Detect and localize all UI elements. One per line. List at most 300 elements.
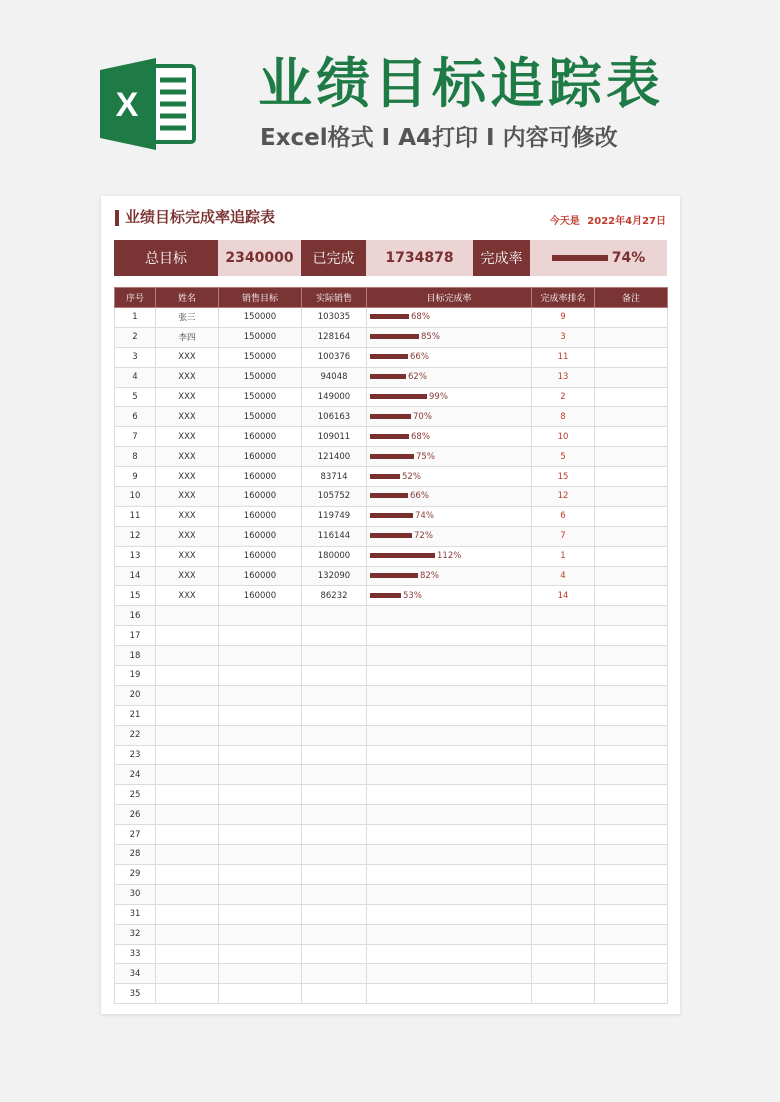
cell-note[interactable] bbox=[595, 566, 668, 586]
table-header-row bbox=[115, 288, 668, 308]
table-row bbox=[115, 805, 668, 825]
cell-rank[interactable] bbox=[532, 984, 595, 1004]
total-target-value[interactable]: 2340000 bbox=[218, 240, 301, 276]
cell-rate[interactable] bbox=[367, 725, 532, 745]
cell-rank[interactable] bbox=[532, 904, 595, 924]
cell-no[interactable]: 3 bbox=[115, 347, 156, 367]
cell-note[interactable] bbox=[595, 944, 668, 964]
cell-no[interactable]: 18 bbox=[115, 646, 156, 666]
cell-note[interactable] bbox=[595, 765, 668, 785]
cell-actual[interactable]: 121400 bbox=[302, 447, 367, 467]
cell-target[interactable]: 160000 bbox=[219, 487, 302, 507]
cell-target[interactable]: 160000 bbox=[219, 566, 302, 586]
cell-actual[interactable] bbox=[302, 646, 367, 666]
cell-rank[interactable]: 7 bbox=[532, 526, 595, 546]
cell-actual[interactable] bbox=[302, 745, 367, 765]
rate-bar bbox=[370, 374, 406, 379]
cell-note[interactable] bbox=[595, 805, 668, 825]
cell-rate[interactable] bbox=[367, 805, 532, 825]
cell-name[interactable]: XXX bbox=[156, 506, 219, 526]
cell-target[interactable] bbox=[219, 964, 302, 984]
cell-note[interactable] bbox=[595, 367, 668, 387]
table-row bbox=[115, 765, 668, 785]
logo-letter: X bbox=[115, 86, 139, 124]
cell-no[interactable]: 11 bbox=[115, 506, 156, 526]
cell-actual[interactable] bbox=[302, 944, 367, 964]
total-target-label: 总目标 bbox=[114, 240, 218, 276]
cell-no[interactable]: 20 bbox=[115, 685, 156, 705]
cell-name[interactable] bbox=[156, 765, 219, 785]
cell-no[interactable]: 23 bbox=[115, 745, 156, 765]
cell-name[interactable] bbox=[156, 864, 219, 884]
cell-rank[interactable]: 9 bbox=[532, 308, 595, 328]
cell-rate[interactable] bbox=[367, 884, 532, 904]
cell-name[interactable]: XXX bbox=[156, 347, 219, 367]
cell-name[interactable] bbox=[156, 964, 219, 984]
cell-rate[interactable] bbox=[367, 566, 532, 586]
cell-rate[interactable] bbox=[367, 685, 532, 705]
cell-target[interactable]: 160000 bbox=[219, 546, 302, 566]
rate-text: 85% bbox=[421, 332, 440, 343]
cell-rate[interactable] bbox=[367, 308, 532, 328]
cell-rate[interactable] bbox=[367, 387, 532, 407]
date-row bbox=[546, 212, 666, 227]
cell-target[interactable]: 160000 bbox=[219, 467, 302, 487]
cell-target[interactable]: 150000 bbox=[219, 327, 302, 347]
cell-name[interactable] bbox=[156, 745, 219, 765]
cell-note[interactable] bbox=[595, 884, 668, 904]
rate-text: 68% bbox=[411, 312, 430, 323]
cell-note[interactable] bbox=[595, 586, 668, 606]
cell-actual[interactable] bbox=[302, 904, 367, 924]
cell-name[interactable] bbox=[156, 666, 219, 686]
cell-no[interactable]: 31 bbox=[115, 904, 156, 924]
cell-no[interactable]: 15 bbox=[115, 586, 156, 606]
cell-rank[interactable]: 4 bbox=[532, 566, 595, 586]
cell-name[interactable] bbox=[156, 944, 219, 964]
cell-rate[interactable] bbox=[367, 825, 532, 845]
cell-target[interactable]: 150000 bbox=[219, 387, 302, 407]
cell-target[interactable] bbox=[219, 765, 302, 785]
cell-no[interactable]: 24 bbox=[115, 765, 156, 785]
cell-rate[interactable] bbox=[367, 785, 532, 805]
cell-no[interactable]: 8 bbox=[115, 447, 156, 467]
cell-no[interactable]: 10 bbox=[115, 487, 156, 507]
cell-rate[interactable] bbox=[367, 506, 532, 526]
cell-target[interactable] bbox=[219, 825, 302, 845]
cell-note[interactable] bbox=[595, 745, 668, 765]
cell-target[interactable] bbox=[219, 805, 302, 825]
cell-note[interactable] bbox=[595, 646, 668, 666]
cell-target[interactable]: 160000 bbox=[219, 586, 302, 606]
cell-name[interactable]: XXX bbox=[156, 487, 219, 507]
cell-target[interactable] bbox=[219, 845, 302, 865]
cell-note[interactable] bbox=[595, 785, 668, 805]
cell-name[interactable] bbox=[156, 904, 219, 924]
cell-rank[interactable] bbox=[532, 825, 595, 845]
cell-no[interactable]: 9 bbox=[115, 467, 156, 487]
table-row bbox=[115, 327, 668, 347]
cell-no[interactable]: 12 bbox=[115, 526, 156, 546]
cell-name[interactable]: 李四 bbox=[156, 327, 219, 347]
cell-actual[interactable] bbox=[302, 984, 367, 1004]
cell-rank[interactable]: 1 bbox=[532, 546, 595, 566]
cell-rank[interactable] bbox=[532, 745, 595, 765]
cell-no[interactable]: 25 bbox=[115, 785, 156, 805]
cell-no[interactable]: 2 bbox=[115, 327, 156, 347]
cell-actual[interactable] bbox=[302, 606, 367, 626]
cell-actual[interactable] bbox=[302, 884, 367, 904]
cell-actual[interactable]: 83714 bbox=[302, 467, 367, 487]
cell-name[interactable]: XXX bbox=[156, 526, 219, 546]
cell-note[interactable] bbox=[595, 606, 668, 626]
cell-name[interactable]: XXX bbox=[156, 367, 219, 387]
cell-name[interactable] bbox=[156, 606, 219, 626]
cell-no[interactable]: 14 bbox=[115, 566, 156, 586]
cell-rate[interactable] bbox=[367, 745, 532, 765]
cell-rank[interactable]: 8 bbox=[532, 407, 595, 427]
rate-text: 112% bbox=[437, 551, 462, 562]
cell-note[interactable] bbox=[595, 864, 668, 884]
cell-rate[interactable] bbox=[367, 705, 532, 725]
cell-note[interactable] bbox=[595, 506, 668, 526]
cell-note[interactable] bbox=[595, 526, 668, 546]
cell-target[interactable]: 150000 bbox=[219, 308, 302, 328]
rate-text: 82% bbox=[420, 571, 439, 582]
completion-rate-cell[interactable] bbox=[530, 240, 667, 276]
cell-actual[interactable] bbox=[302, 785, 367, 805]
cell-no[interactable]: 27 bbox=[115, 825, 156, 845]
cell-actual[interactable]: 105752 bbox=[302, 487, 367, 507]
rate-bar bbox=[370, 593, 401, 598]
cell-no[interactable]: 13 bbox=[115, 546, 156, 566]
header-rank: 完成率排名 bbox=[532, 288, 595, 308]
cell-note[interactable] bbox=[595, 904, 668, 924]
cell-rank[interactable]: 3 bbox=[532, 327, 595, 347]
cell-actual[interactable] bbox=[302, 964, 367, 984]
cell-rate[interactable] bbox=[367, 964, 532, 984]
cell-name[interactable] bbox=[156, 845, 219, 865]
cell-actual[interactable]: 94048 bbox=[302, 367, 367, 387]
cell-no[interactable]: 29 bbox=[115, 864, 156, 884]
completed-label: 已完成 bbox=[301, 240, 366, 276]
cell-note[interactable] bbox=[595, 964, 668, 984]
cell-rate[interactable] bbox=[367, 367, 532, 387]
completion-rate-value: 74% bbox=[611, 250, 646, 266]
table-row bbox=[115, 646, 668, 666]
cell-rank[interactable]: 5 bbox=[532, 447, 595, 467]
cell-actual[interactable] bbox=[302, 924, 367, 944]
cell-actual[interactable]: 149000 bbox=[302, 387, 367, 407]
rate-text: 72% bbox=[414, 531, 433, 542]
cell-target[interactable] bbox=[219, 924, 302, 944]
cell-note[interactable] bbox=[595, 685, 668, 705]
cell-target[interactable] bbox=[219, 606, 302, 626]
cell-no[interactable]: 22 bbox=[115, 725, 156, 745]
cell-rate[interactable] bbox=[367, 765, 532, 785]
cell-rank[interactable] bbox=[532, 944, 595, 964]
cell-actual[interactable]: 116144 bbox=[302, 526, 367, 546]
cell-target[interactable] bbox=[219, 864, 302, 884]
cell-target[interactable] bbox=[219, 685, 302, 705]
table-row bbox=[115, 705, 668, 725]
cell-note[interactable] bbox=[595, 308, 668, 328]
cell-rate[interactable] bbox=[367, 864, 532, 884]
cell-no[interactable]: 16 bbox=[115, 606, 156, 626]
cell-note[interactable] bbox=[595, 725, 668, 745]
table-row bbox=[115, 984, 668, 1004]
cell-actual[interactable] bbox=[302, 765, 367, 785]
cell-rank[interactable]: 14 bbox=[532, 586, 595, 606]
cell-rank[interactable] bbox=[532, 884, 595, 904]
cell-actual[interactable]: 128164 bbox=[302, 327, 367, 347]
table-row bbox=[115, 308, 668, 328]
cell-rate[interactable] bbox=[367, 487, 532, 507]
cell-rank[interactable] bbox=[532, 964, 595, 984]
cell-rank[interactable] bbox=[532, 666, 595, 686]
table-row bbox=[115, 924, 668, 944]
cell-no[interactable]: 1 bbox=[115, 308, 156, 328]
cell-target[interactable]: 160000 bbox=[219, 447, 302, 467]
cell-actual[interactable]: 132090 bbox=[302, 566, 367, 586]
cell-note[interactable] bbox=[595, 626, 668, 646]
cell-no[interactable]: 30 bbox=[115, 884, 156, 904]
cell-rank[interactable] bbox=[532, 765, 595, 785]
rate-bar bbox=[370, 474, 400, 479]
rate-text: 66% bbox=[410, 491, 429, 502]
cell-target[interactable] bbox=[219, 725, 302, 745]
cell-rate[interactable] bbox=[367, 407, 532, 427]
cell-actual[interactable] bbox=[302, 825, 367, 845]
cell-rate[interactable] bbox=[367, 646, 532, 666]
table-row bbox=[115, 904, 668, 924]
cell-rank[interactable] bbox=[532, 646, 595, 666]
rate-text: 70% bbox=[413, 411, 432, 422]
cell-note[interactable] bbox=[595, 705, 668, 725]
cell-rank[interactable] bbox=[532, 626, 595, 646]
table-row bbox=[115, 566, 668, 586]
completed-value[interactable]: 1734878 bbox=[366, 240, 473, 276]
cell-note[interactable] bbox=[595, 347, 668, 367]
cell-rate[interactable] bbox=[367, 944, 532, 964]
cell-no[interactable]: 5 bbox=[115, 387, 156, 407]
cell-note[interactable] bbox=[595, 825, 668, 845]
cell-note[interactable] bbox=[595, 447, 668, 467]
cell-note[interactable] bbox=[595, 924, 668, 944]
cell-name[interactable]: XXX bbox=[156, 546, 219, 566]
cell-note[interactable] bbox=[595, 427, 668, 447]
cell-note[interactable] bbox=[595, 666, 668, 686]
table-row bbox=[115, 685, 668, 705]
cell-note[interactable] bbox=[595, 546, 668, 566]
cell-note[interactable] bbox=[595, 487, 668, 507]
cell-rank[interactable] bbox=[532, 685, 595, 705]
cell-target[interactable]: 150000 bbox=[219, 367, 302, 387]
cell-note[interactable] bbox=[595, 407, 668, 427]
cell-name[interactable] bbox=[156, 725, 219, 745]
cell-actual[interactable]: 86232 bbox=[302, 586, 367, 606]
cell-rank[interactable] bbox=[532, 864, 595, 884]
cell-target[interactable]: 150000 bbox=[219, 407, 302, 427]
rate-text: 52% bbox=[402, 471, 421, 482]
cell-no[interactable]: 33 bbox=[115, 944, 156, 964]
cell-name[interactable] bbox=[156, 705, 219, 725]
cell-target[interactable] bbox=[219, 984, 302, 1004]
cell-rate[interactable] bbox=[367, 845, 532, 865]
cell-rate[interactable] bbox=[367, 666, 532, 686]
cell-name[interactable] bbox=[156, 626, 219, 646]
cell-actual[interactable]: 103035 bbox=[302, 308, 367, 328]
cell-no[interactable]: 35 bbox=[115, 984, 156, 1004]
cell-target[interactable] bbox=[219, 626, 302, 646]
cell-actual[interactable] bbox=[302, 805, 367, 825]
cell-name[interactable] bbox=[156, 924, 219, 944]
cell-actual[interactable]: 109011 bbox=[302, 427, 367, 447]
cell-rank[interactable] bbox=[532, 725, 595, 745]
cell-name[interactable] bbox=[156, 785, 219, 805]
cell-note[interactable] bbox=[595, 467, 668, 487]
rate-bar bbox=[370, 573, 418, 578]
cell-note[interactable] bbox=[595, 984, 668, 1004]
table-row bbox=[115, 884, 668, 904]
cell-rate[interactable] bbox=[367, 606, 532, 626]
cell-actual[interactable]: 180000 bbox=[302, 546, 367, 566]
table-row bbox=[115, 427, 668, 447]
cell-target[interactable]: 150000 bbox=[219, 347, 302, 367]
cell-no[interactable]: 4 bbox=[115, 367, 156, 387]
rate-bar bbox=[370, 493, 408, 498]
sales-table bbox=[114, 287, 668, 1004]
cell-actual[interactable] bbox=[302, 626, 367, 646]
header-no: 序号 bbox=[115, 288, 156, 308]
cell-rate[interactable] bbox=[367, 904, 532, 924]
cell-actual[interactable] bbox=[302, 685, 367, 705]
cell-rank[interactable] bbox=[532, 705, 595, 725]
rate-bar bbox=[370, 394, 427, 399]
table-row bbox=[115, 367, 668, 387]
cell-no[interactable]: 7 bbox=[115, 427, 156, 447]
cell-note[interactable] bbox=[595, 327, 668, 347]
cell-target[interactable]: 160000 bbox=[219, 526, 302, 546]
cell-rank[interactable]: 15 bbox=[532, 467, 595, 487]
cell-no[interactable]: 19 bbox=[115, 666, 156, 686]
cell-no[interactable]: 21 bbox=[115, 705, 156, 725]
cell-actual[interactable] bbox=[302, 666, 367, 686]
cell-no[interactable]: 26 bbox=[115, 805, 156, 825]
table-row bbox=[115, 526, 668, 546]
rate-bar bbox=[370, 434, 409, 439]
cell-rate[interactable] bbox=[367, 586, 532, 606]
cell-rank[interactable]: 12 bbox=[532, 487, 595, 507]
cell-rate[interactable] bbox=[367, 447, 532, 467]
cell-rank[interactable]: 2 bbox=[532, 387, 595, 407]
cell-rank[interactable]: 6 bbox=[532, 506, 595, 526]
cell-note[interactable] bbox=[595, 845, 668, 865]
cell-no[interactable]: 6 bbox=[115, 407, 156, 427]
cell-rank[interactable] bbox=[532, 785, 595, 805]
cell-actual[interactable] bbox=[302, 725, 367, 745]
cell-rate[interactable] bbox=[367, 347, 532, 367]
cell-target[interactable] bbox=[219, 646, 302, 666]
table-row bbox=[115, 586, 668, 606]
cell-actual[interactable]: 100376 bbox=[302, 347, 367, 367]
cell-rate[interactable] bbox=[367, 467, 532, 487]
cell-actual[interactable]: 106163 bbox=[302, 407, 367, 427]
cell-target[interactable]: 160000 bbox=[219, 506, 302, 526]
cell-actual[interactable] bbox=[302, 845, 367, 865]
cell-rate[interactable] bbox=[367, 327, 532, 347]
cell-actual[interactable] bbox=[302, 705, 367, 725]
cell-rate[interactable] bbox=[367, 626, 532, 646]
cell-name[interactable] bbox=[156, 884, 219, 904]
cell-name[interactable]: XXX bbox=[156, 586, 219, 606]
cell-name[interactable]: XXX bbox=[156, 467, 219, 487]
cell-target[interactable]: 160000 bbox=[219, 427, 302, 447]
cell-target[interactable] bbox=[219, 745, 302, 765]
cell-name[interactable]: 张三 bbox=[156, 308, 219, 328]
cell-rank[interactable]: 11 bbox=[532, 347, 595, 367]
cell-rate[interactable] bbox=[367, 924, 532, 944]
cell-target[interactable] bbox=[219, 944, 302, 964]
cell-target[interactable] bbox=[219, 884, 302, 904]
summary-bar bbox=[114, 240, 667, 276]
header-name: 姓名 bbox=[156, 288, 219, 308]
cell-name[interactable] bbox=[156, 646, 219, 666]
cell-rank[interactable] bbox=[532, 845, 595, 865]
cell-target[interactable] bbox=[219, 705, 302, 725]
cell-name[interactable]: XXX bbox=[156, 387, 219, 407]
title-accent-bar bbox=[115, 210, 119, 226]
table-row bbox=[115, 546, 668, 566]
cell-target[interactable] bbox=[219, 666, 302, 686]
cell-rank[interactable] bbox=[532, 606, 595, 626]
cell-no[interactable]: 28 bbox=[115, 845, 156, 865]
cell-rank[interactable]: 13 bbox=[532, 367, 595, 387]
table-row bbox=[115, 407, 668, 427]
date-value: 2022年4月27日 bbox=[587, 216, 666, 227]
cell-no[interactable]: 34 bbox=[115, 964, 156, 984]
cell-rank[interactable]: 10 bbox=[532, 427, 595, 447]
cell-target[interactable] bbox=[219, 785, 302, 805]
cell-actual[interactable] bbox=[302, 864, 367, 884]
cell-name[interactable]: XXX bbox=[156, 427, 219, 447]
cell-rank[interactable] bbox=[532, 805, 595, 825]
cell-name[interactable] bbox=[156, 685, 219, 705]
header-rate: 目标完成率 bbox=[367, 288, 532, 308]
cell-rate[interactable] bbox=[367, 526, 532, 546]
cell-name[interactable]: XXX bbox=[156, 566, 219, 586]
sheet-title: 业绩目标完成率追踪表 bbox=[125, 208, 276, 226]
cell-actual[interactable]: 119749 bbox=[302, 506, 367, 526]
cell-no[interactable]: 32 bbox=[115, 924, 156, 944]
table-row bbox=[115, 347, 668, 367]
cell-rate[interactable] bbox=[367, 984, 532, 1004]
cell-target[interactable] bbox=[219, 904, 302, 924]
cell-rank[interactable] bbox=[532, 924, 595, 944]
cell-rate[interactable] bbox=[367, 546, 532, 566]
cell-name[interactable] bbox=[156, 825, 219, 845]
cell-no[interactable]: 17 bbox=[115, 626, 156, 646]
cell-name[interactable] bbox=[156, 984, 219, 1004]
cell-rate[interactable] bbox=[367, 427, 532, 447]
cell-name[interactable] bbox=[156, 805, 219, 825]
rate-bar bbox=[370, 354, 408, 359]
table-row bbox=[115, 864, 668, 884]
cell-note[interactable] bbox=[595, 387, 668, 407]
table-row bbox=[115, 944, 668, 964]
cell-name[interactable]: XXX bbox=[156, 447, 219, 467]
cell-name[interactable]: XXX bbox=[156, 407, 219, 427]
